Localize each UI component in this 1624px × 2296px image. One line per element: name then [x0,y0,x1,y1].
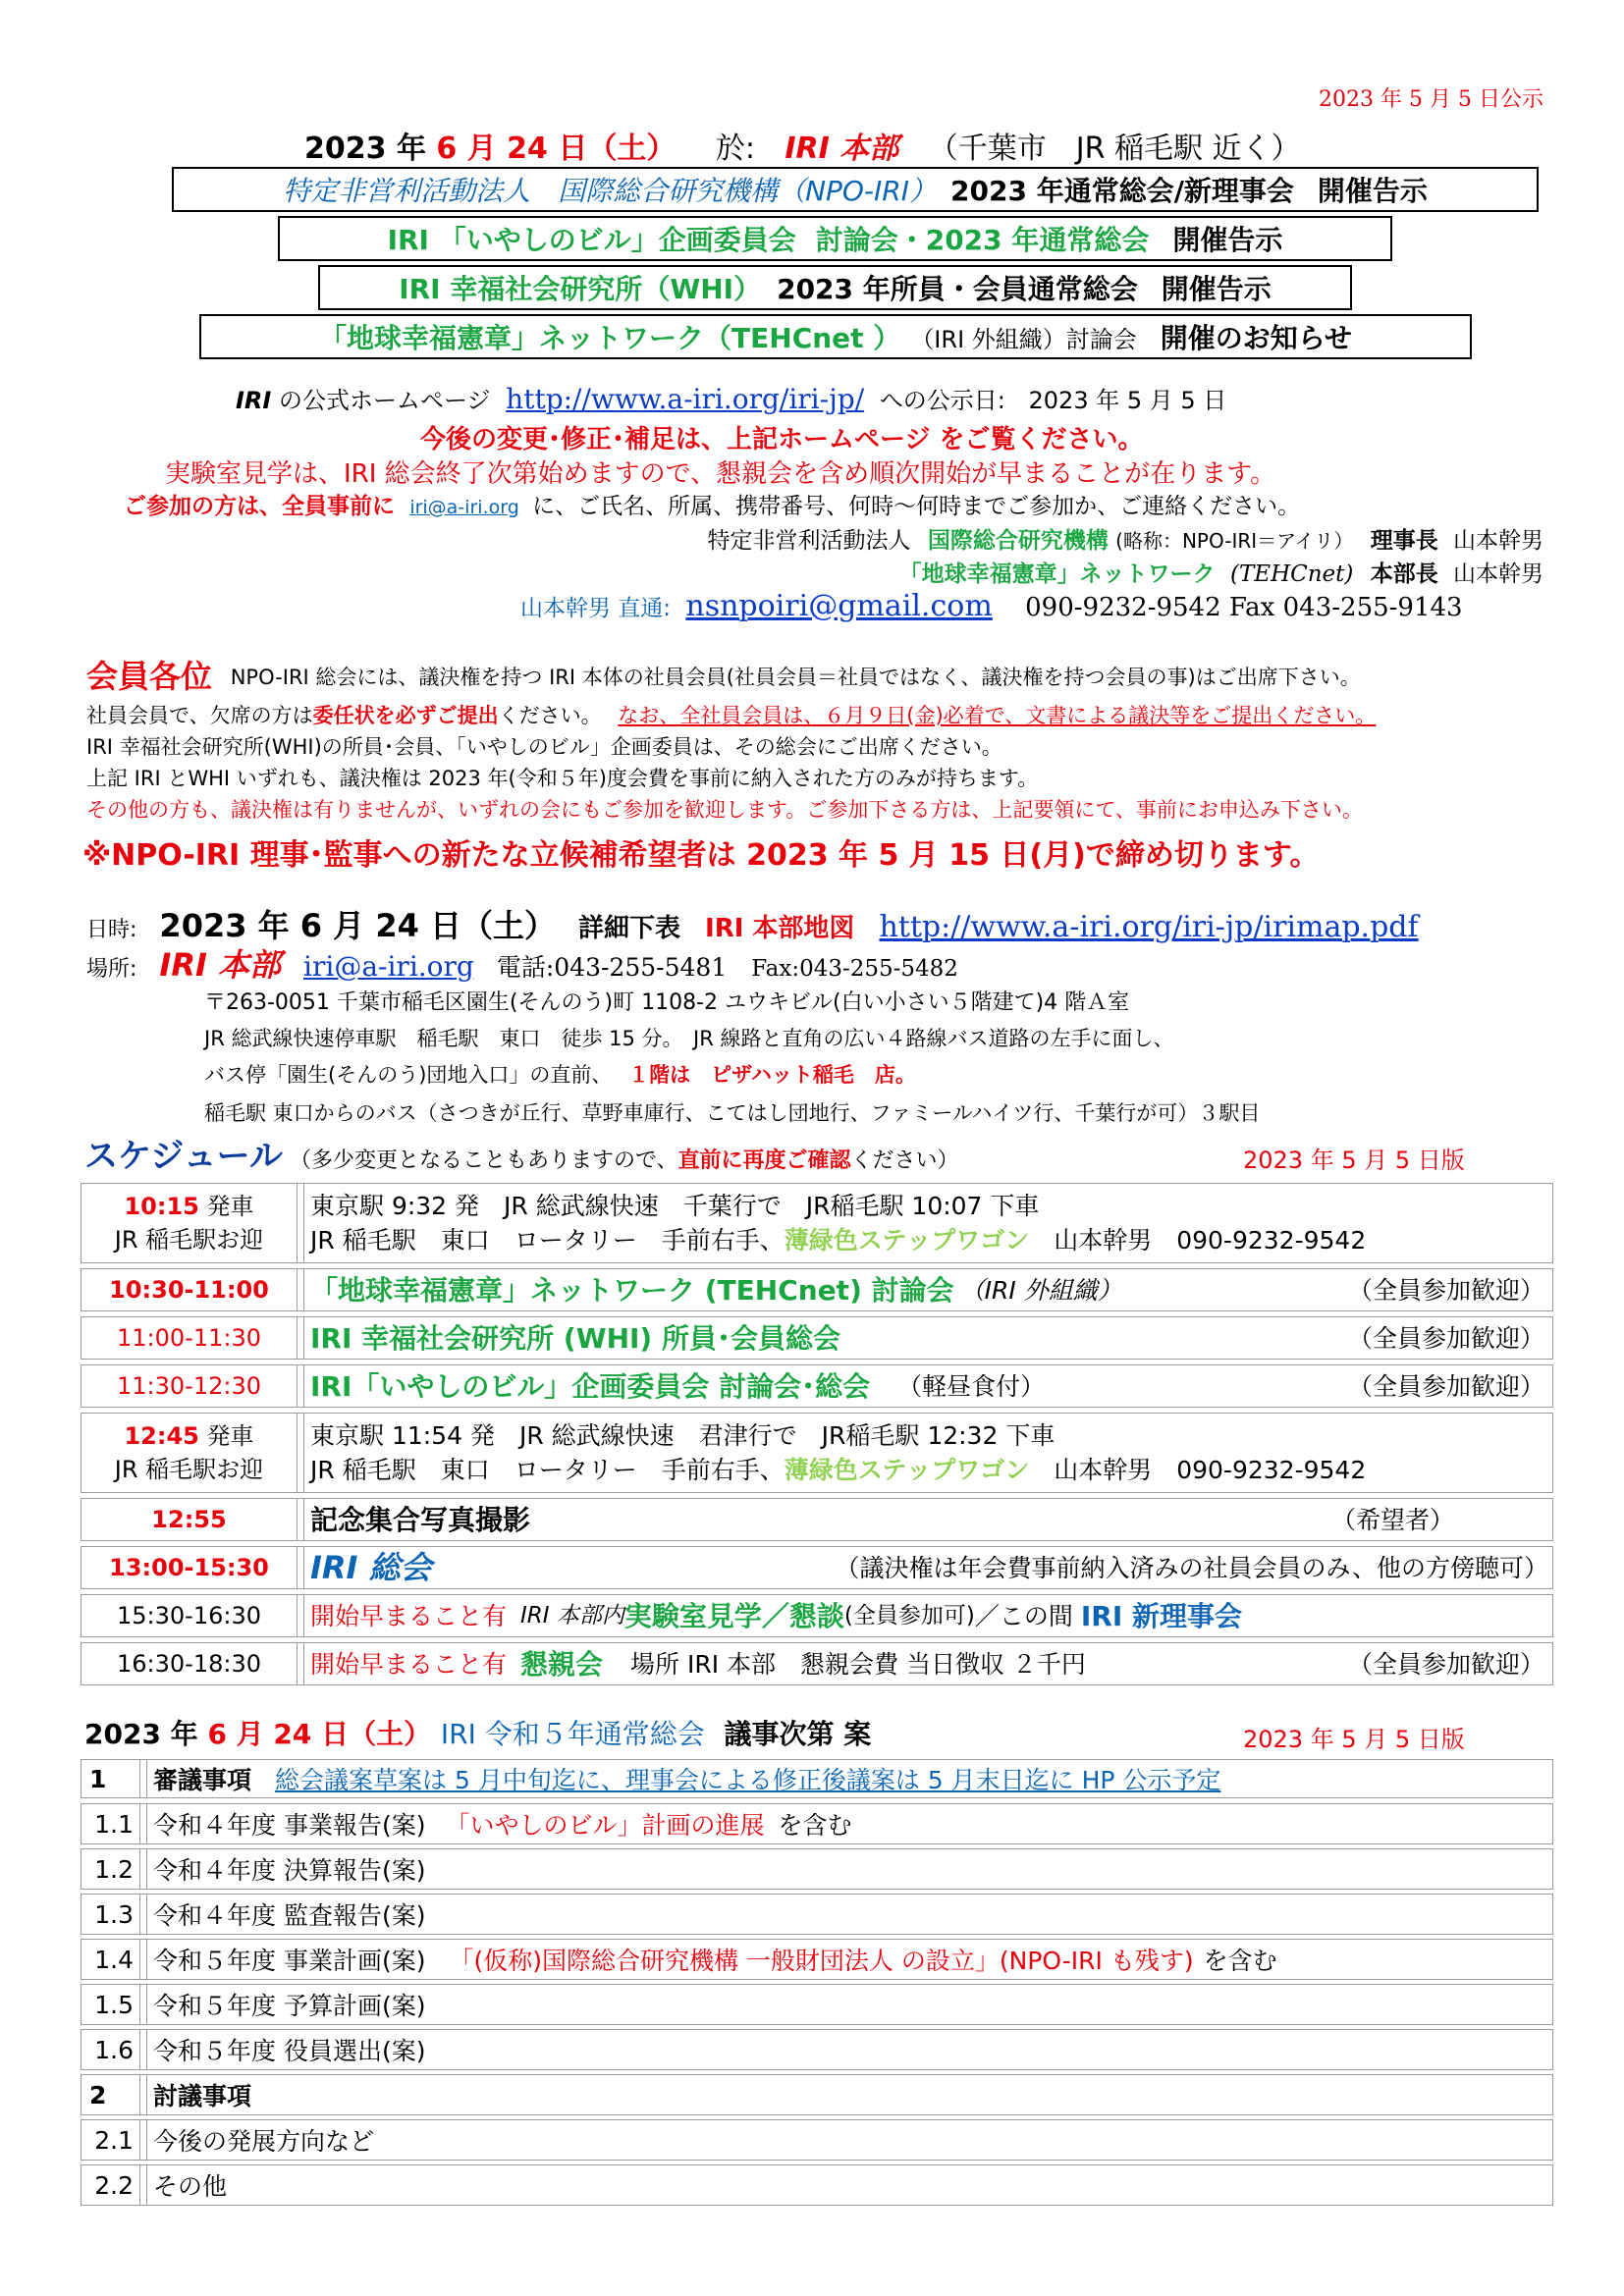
schedule-note: （多少変更となることもありますので、 [289,1148,678,1173]
details-detail-table: 詳細下表 [578,914,681,943]
agenda-text: 令和５年度 予算計画(案) [153,1992,426,2020]
agenda-num: 2.1 [94,2125,134,2155]
schedule-row [81,1364,1553,1408]
agenda-text: 令和４年度 決算報告(案) [153,1856,426,1885]
agenda-row [81,2119,1553,2161]
schedule-row [81,1413,1553,1493]
schedule-train-info: 東京駅 11:54 発 JR 総武線快速 君津行で JR稲毛駅 12:32 下車 [310,1421,1056,1450]
agenda-title-meeting: IRI 令和５年通常総会 [440,1718,705,1750]
agenda-header [84,1713,871,1752]
agenda-row [81,2074,1553,2115]
schedule-depart: 発車 [198,1193,254,1220]
members-p1: NPO-IRI 総会には、議決権を持つ IRI 本体の社員会員(社員会員＝社員ではなく、議決権を持つ会員の事)はご出席下さい。 [230,666,1361,689]
participants-prefix: ご参加の方は、全員事前に [124,494,395,519]
agenda-text: 令和５年度 役員選出(案) [153,2037,426,2065]
contact-role: 本部長 [1370,561,1438,587]
schedule-time: 11:30-12:30 [117,1372,261,1400]
agenda-text: 令和５年度 事業計画(案) [153,1947,426,1975]
notice-org: IRI 幸福社会研究所（WHI） [399,273,762,305]
notice-suffix: 開催告示 [1317,175,1428,207]
members-heading: 会員各位 [86,658,213,695]
details-date-label: 日時: [86,918,137,942]
agenda-note: 総会議案草案は 5 月中旬迄に、理事会による修正後議案は 5 月末日迄に HP 公示予定 [275,1766,1221,1794]
schedule-right: （全員参加歓迎） [1347,1323,1544,1353]
contact-line-direct [520,589,1463,623]
details-email-link[interactable]: iri@a-iri.org [303,950,474,983]
schedule-sub: （議決権は年会費事前納入済みの社員会員のみ、他の方傍聴可） [835,1553,1548,1582]
schedule-time: 12:55 [151,1506,227,1533]
schedule-car: 薄緑色ステップワゴン [784,1456,1030,1484]
schedule-row [81,1498,1553,1541]
announce-participants [124,488,1300,520]
homepage-after: への公示日: [879,387,1005,414]
schedule-title-text: 懇親会 [520,1647,604,1681]
agenda-num: 2 [89,2080,107,2109]
agenda-title-year: 2023 年 [84,1718,198,1750]
members-p2 [86,700,1376,729]
details-address-3-pizza: １階は ピザハット稲毛 店。 [628,1063,916,1087]
schedule-early-note: 開始早まること有 [310,1649,508,1679]
agenda-row [81,2164,1553,2206]
contact-phone: 090-9232-9542 Fax 043-255-9143 [1025,593,1463,622]
schedule-sub: (全員参加可) [843,1602,975,1629]
notice-title: （IRI 外組織）討論会 [910,325,1137,353]
members-p2-a: 社員会員で、欠席の方は [86,704,313,727]
schedule-version: 2023 年 5 月 5 日版 [1243,1147,1465,1174]
schedule-time: 15:30-16:30 [117,1602,261,1629]
homepage-date: 2023 年 5 月 5 日 [1028,387,1227,414]
schedule-time: 16:30-18:30 [117,1650,261,1678]
schedule-train-info: 東京駅 9:32 発 JR 総武線快速 千葉行で JR稲毛駅 10:07 下車 [310,1192,1040,1220]
event-at: 於: [715,132,755,166]
notice-box-whi [318,265,1352,310]
schedule-title: スケジュール [84,1137,283,1176]
details-place-value: IRI 本部 [159,946,282,984]
schedule-right: （全員参加歓迎） [1347,1371,1544,1401]
agenda-text: 令和４年度 監査報告(案) [153,1901,426,1930]
agenda-text: 審議事項 [153,1766,252,1794]
members-p2-c: ください。 [498,704,602,727]
details-address-3 [204,1059,916,1089]
schedule-pickup-place: JR 稲毛駅 東口 ロータリー 手前右手、 [310,1226,785,1255]
contact-line-tehcnet [899,556,1543,588]
notice-box-tehcnet [199,314,1472,359]
schedule-note-red: 直前に再度ご確認 [677,1148,851,1173]
agenda-note: 「(仮称)国際総合研究機構 一般財団法人 の設立」(NPO-IRI も残す) [449,1947,1194,1975]
members-p2-proxy: 委任状を必ずご提出 [312,704,499,727]
contact-line-npo [708,522,1543,555]
details-map-link[interactable]: http://www.a-iri.org/iri-jp/irimap.pdf [879,910,1419,944]
event-date: 6 月 24 日（土） [436,132,677,166]
contact-name: 山本幹男 [1453,528,1543,554]
schedule-car: 薄緑色ステップワゴン [784,1226,1030,1255]
details-place-line [86,940,958,986]
agenda-row [81,1848,1553,1890]
agenda-row [81,2029,1553,2070]
contact-name: 山本幹男 [1453,561,1543,587]
agenda-text: 討議事項 [153,2082,252,2110]
schedule-title-text: IRI 総会 [310,1548,432,1586]
contact-org: 「地球幸福憲章」ネットワーク [898,561,1216,587]
schedule-row [81,1594,1553,1637]
schedule-place: IRI 本部内 [520,1602,624,1629]
notice-org: IRI 「いやしのビル」企画委員会 [387,224,796,256]
agenda-note: 「いやしのビル」計画の進展 [445,1811,765,1840]
agenda-num: 1 [89,1764,107,1793]
agenda-row [81,1894,1553,1935]
members-deadline: ※NPO-IRI 理事･監事への新たな立候補希望者は 2023 年 5 月 15 日(月)で締め切ります。 [82,838,1320,873]
details-tel: 電話:043-255-5481 [496,953,728,982]
schedule-time: 10:15 [124,1193,199,1220]
notice-title: 2023 年通常総会/新理事会 [950,175,1294,207]
members-p3: IRI 幸福社会研究所(WHI)の所員･会員、「いやしのビル」企画委員は、その総会にご出席ください。 [86,735,1002,759]
schedule-row [81,1546,1553,1589]
schedule-row [81,1316,1553,1360]
notice-suffix: 開催告示 [1172,224,1283,256]
agenda-num: 2.2 [94,2170,134,2200]
schedule-contact: 山本幹男 090-9232-9542 [1029,1456,1367,1484]
agenda-version: 2023 年 5 月 5 日版 [1243,1726,1465,1753]
agenda-num: 1.5 [94,1990,134,2019]
announce-changes: 今後の変更･修正･補足は、上記ホームページ をご覧ください。 [420,425,1144,454]
notice-suffix: 開催のお知らせ [1160,322,1352,354]
schedule-note-end: ください） [850,1148,959,1173]
event-date-prefix: 2023 年 [304,132,426,166]
details-address-4: 稲毛駅 東口からのバス（さつきが丘行、草野車庫行、こてはし団地行、ファミールハイツ行、千葉行が可）３駅目 [204,1101,1261,1125]
contact-abbr: (TEHCnet) [1229,561,1354,587]
agenda-num: 1.1 [94,1809,134,1839]
event-place-note: （千葉市 JR 稲毛駅 近く） [928,132,1301,166]
schedule-board-meeting: IRI 新理事会 [1080,1599,1243,1632]
schedule-title-text: 実験室見学／懇談 [623,1599,844,1632]
notice-org: 特定非営利活動法人 国際総合研究機構（NPO-IRI） [283,175,938,207]
agenda-num: 1.2 [94,1854,134,1884]
schedule-title-text: IRI「いやしのビル」企画委員会 討論会･総会 [310,1369,871,1403]
details-address-3-a: バス停「園生(そんのう)団地入口」の直前、 [204,1063,613,1087]
event-place: IRI 本部 [785,132,899,166]
notice-title: 討論会・2023 年通常総会 [815,224,1150,256]
schedule-pickup: JR 稲毛駅お迎 [114,1226,264,1254]
members-p2-deadline: なお、全社員会員は、６月９日(金)必着で、文書による議決等をご提出ください。 [618,704,1377,727]
agenda-row [81,1803,1553,1844]
schedule-contact: 山本幹男 090-9232-9542 [1029,1226,1367,1255]
agenda-num: 1.6 [94,2035,134,2064]
schedule-row [81,1642,1553,1685]
details-address-2: JR 総武線快速停車駅 稲毛駅 東口 徒歩 15 分。 JR 線路と直角の広い４路線バス道路の左手に面し、 [204,1027,1174,1050]
agenda-num: 1.4 [94,1945,134,1974]
details-date-value: 2023 年 6 月 24 日（土） [159,907,556,944]
schedule-sub: （IRI 外組織） [959,1275,1122,1305]
agenda-row [81,1984,1553,2025]
schedule-pickup: JR 稲毛駅お迎 [114,1456,264,1483]
participants-suffix: に、ご氏名、所属、携帯番号、何時～何時までご参加か、ご連絡ください。 [532,494,1301,519]
schedule-right: （全員参加歓迎） [1347,1649,1544,1679]
notice-title: 2023 年所員・会員通常総会 [777,273,1138,305]
schedule-title-text: 「地球幸福憲章」ネットワーク (TEHCnet) 討論会 [310,1273,954,1307]
schedule-row [81,1183,1553,1263]
contact-prefix: 特定非営利活動法人 [707,528,911,554]
members-p4: 上記 IRI とWHI いずれも、議決権は 2023 年(令和５年)度会費を事前に納入された方のみが持ちます。 [86,767,1039,790]
schedule-header [84,1129,959,1177]
schedule-time: 10:30-11:00 [109,1276,269,1304]
contact-abbr: (略称：NPO-IRI＝アイリ） [1115,529,1354,553]
details-fax: Fax:043-255-5482 [751,956,958,982]
schedule-sub: （軽昼食付） [897,1371,1046,1401]
agenda-num: 1.3 [94,1899,134,1929]
schedule-title-text: 記念集合写真撮影 [310,1503,531,1536]
agenda-text: その他 [153,2172,228,2201]
schedule-time: 11:00-11:30 [117,1324,261,1352]
members-p1-line [86,652,1361,697]
agenda-text: 令和４年度 事業報告(案) [153,1811,426,1840]
contact-email-link[interactable]: nsnpoiri@gmail.com [685,589,993,623]
members-p5: その他の方も、議決権は有りませんが、いずれの会にもご参加を歓迎します。ご参加下さる方は、上記要領にて、事前にお申込み下さい。 [86,798,1363,822]
homepage-prefix: IRI [236,387,272,414]
agenda-title-date: 6 月 24 日（土） [207,1718,432,1750]
schedule-between: ／この間 [974,1601,1073,1630]
schedule-party-info: 場所 IRI 本部 懇親会費 当日徴収 ２千円 [630,1649,1086,1679]
contact-org: 国際総合研究機構 [927,528,1109,554]
schedule-right: （全員参加歓迎） [1347,1275,1544,1305]
schedule-time: 13:00-15:30 [109,1554,269,1581]
notice-suffix: 開催告示 [1161,273,1272,305]
agenda-text: 今後の発展方向など [153,2127,375,2156]
notice-org: 「地球幸福憲章」ネットワーク（TEHCnet ） [319,322,901,354]
schedule-early-note: 開始早まること有 [310,1601,508,1630]
agenda-row [81,1939,1553,1980]
contact-direct-name: 山本幹男 直通: [520,596,672,621]
announce-lab: 実験室見学は、IRI 総会終了次第始めますので、懇親会を含め順次開始が早まることが在ります。 [165,459,1276,489]
details-map-label: IRI 本部地図 [705,914,855,943]
schedule-title-text: IRI 幸福社会研究所 (WHI) 所員･会員総会 [310,1321,840,1355]
agenda-tail: を含む [1203,1947,1277,1975]
schedule-time: 12:45 [124,1422,199,1450]
notice-box-npo [172,167,1539,212]
schedule-depart: 発車 [198,1422,254,1450]
details-place-label: 場所: [86,957,137,982]
homepage-label: の公式ホームページ [278,387,491,414]
contact-role: 理事長 [1370,528,1438,554]
schedule-row [81,1268,1553,1311]
schedule-pickup-place: JR 稲毛駅 東口 ロータリー 手前右手、 [310,1456,785,1484]
details-address-1: 〒263-0051 千葉市稲毛区園生(そんのう)町 1108-2 ユウキビル(白い小さい５階建て)4 階Ａ室 [204,990,1130,1015]
homepage-link[interactable]: http://www.a-iri.org/iri-jp/ [506,383,865,415]
participants-email-link[interactable]: iri@a-iri.org [409,497,519,518]
homepage-line [236,381,1226,415]
agenda-title-order: 議事次第 案 [724,1718,872,1750]
agenda-row [81,1759,1553,1798]
event-line [304,124,1300,167]
notice-box-iyashi [278,216,1392,261]
agenda-tail: を含む [778,1811,852,1840]
publish-date: 2023 年 5 月 5 日公示 [1319,87,1543,112]
schedule-right: （希望者） [1330,1505,1454,1534]
